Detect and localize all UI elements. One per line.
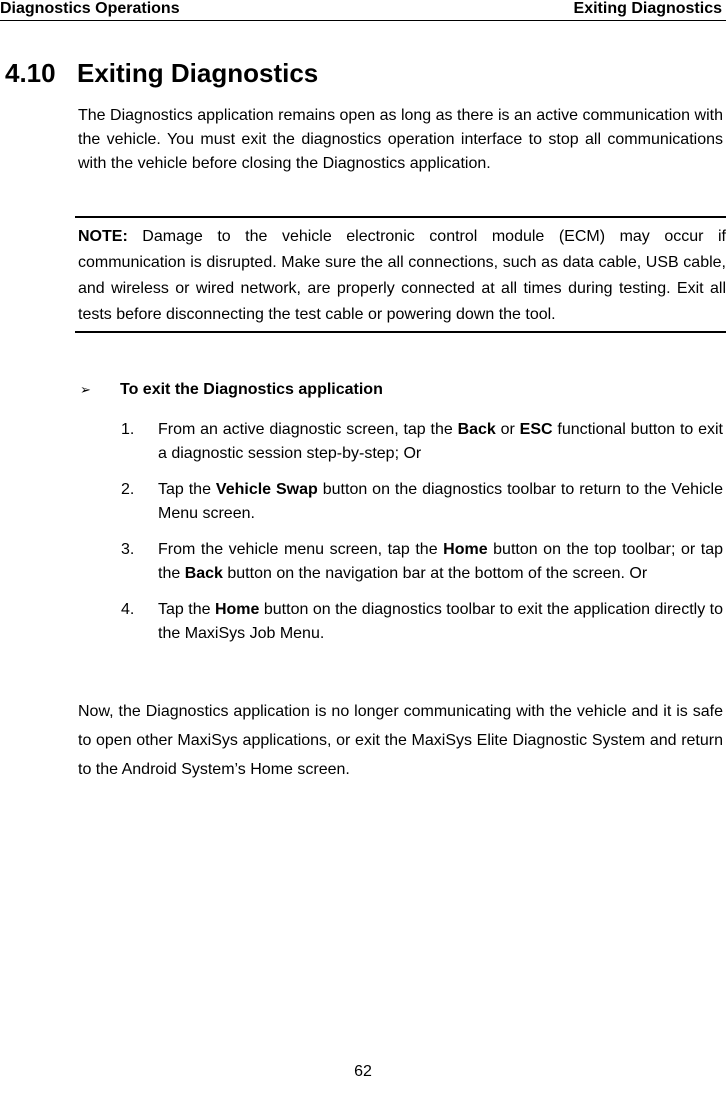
step-text: From the vehicle menu screen, tap the bbox=[158, 541, 444, 558]
step-text: Tap the bbox=[158, 601, 215, 618]
step-button-name: Vehicle Swap bbox=[215, 481, 318, 498]
step-button-name: Home bbox=[214, 601, 260, 618]
note-label: NOTE: bbox=[78, 228, 128, 245]
step-text: button on the diagnostics toolbar to return to the Vehicle Menu screen. bbox=[158, 481, 724, 522]
step-item bbox=[121, 538, 723, 586]
page-header bbox=[0, 0, 726, 21]
closing-paragraph: Now, the Diagnostics application is no longer communicating with the vehicle and it is safe to open other MaxiSys applications, or exit the MaxiSys Elite Diagnostic System and return to the Android System’s Home screen. bbox=[78, 703, 723, 778]
section-heading bbox=[5, 56, 318, 90]
note-box bbox=[75, 216, 726, 333]
arrow-bullet-icon: ➢ bbox=[80, 382, 91, 397]
procedure-heading-text: To exit the Diagnostics application bbox=[120, 381, 383, 398]
step-item bbox=[121, 418, 723, 466]
step-number: 4. bbox=[121, 601, 135, 618]
step-button-name: Home bbox=[443, 541, 488, 558]
step-item bbox=[121, 598, 723, 646]
step-text: or bbox=[495, 421, 520, 438]
section-title-text: Exiting Diagnostics bbox=[77, 58, 319, 88]
procedure-heading bbox=[80, 378, 383, 402]
step-text: button on the navigation bar at the bottom of the screen. Or bbox=[222, 565, 648, 582]
step-button-name: ESC bbox=[519, 421, 553, 438]
step-text: From an active diagnostic screen, tap the bbox=[158, 421, 458, 438]
step-button-name: Back bbox=[457, 421, 496, 438]
intro-paragraph: The Diagnostics application remains open as long as there is an active communication with the vehicle. You must exit the diagnostics operation interface to stop all communications with the vehicle before closing the Diagnostics application. bbox=[78, 107, 723, 172]
step-button-name: Back bbox=[184, 565, 223, 582]
step-text: button on the top toolbar; or tap the bbox=[158, 541, 724, 582]
step-text: button on the diagnostics toolbar to exit the application directly to the MaxiSys Job Menu. bbox=[158, 601, 723, 642]
note-text: Damage to the vehicle electronic control module (ECM) may occur if communication is disrupted. Make sure the all connections, such as data cable, USB cable, and wireless or wired network, are properly connected at all times during testing. Exit all tests before disconnecting the test cable or powering down the tool. bbox=[78, 228, 726, 323]
step-number: 1. bbox=[121, 421, 135, 438]
step-number: 2. bbox=[121, 481, 135, 498]
procedure-steps bbox=[121, 418, 723, 658]
page-number: 62 bbox=[354, 1063, 372, 1080]
step-text: functional button to exit a diagnostic session step-by-step; Or bbox=[158, 421, 723, 462]
header-section-title: Exiting Diagnostics bbox=[573, 0, 722, 17]
step-number: 3. bbox=[121, 541, 135, 558]
header-chapter-title: Diagnostics Operations bbox=[0, 0, 180, 17]
step-text: Tap the bbox=[158, 481, 216, 498]
step-item bbox=[121, 478, 723, 526]
section-number: 4.10 bbox=[5, 58, 56, 88]
